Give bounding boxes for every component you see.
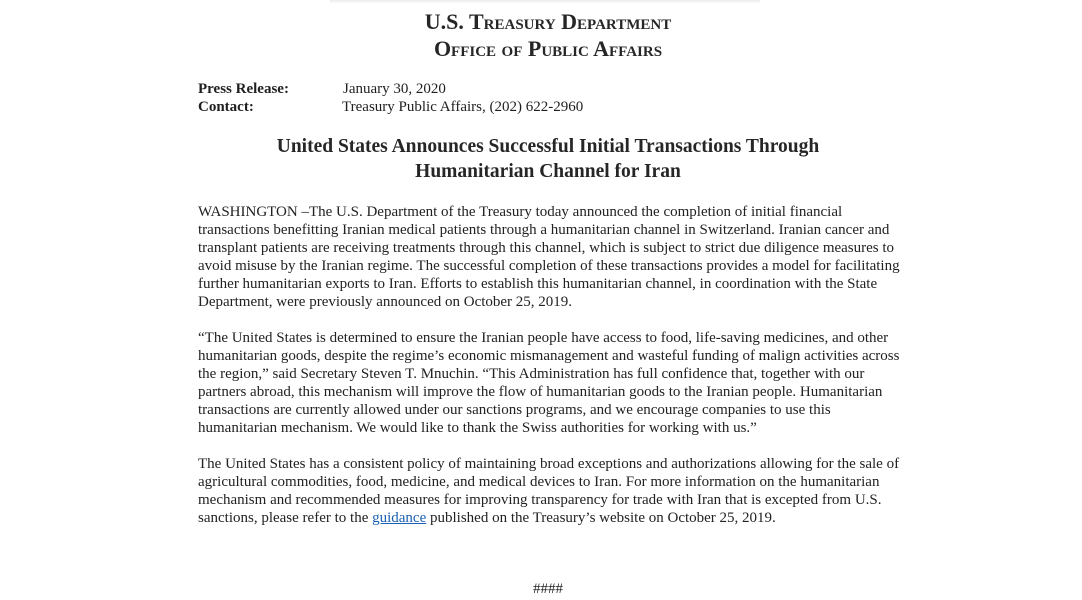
contact-value: Treasury Public Affairs, (202) 622-2960 xyxy=(342,99,584,115)
contact-row xyxy=(198,98,583,116)
press-release-date: January 30, 2020 xyxy=(343,81,446,97)
top-edge-shadow xyxy=(330,0,760,4)
release-meta xyxy=(198,80,583,116)
press-release-title xyxy=(0,134,1082,184)
guidance-link[interactable]: guidance xyxy=(372,510,427,526)
paragraph-3-text-after: published on the Treasury’s website on October 25, 2019. xyxy=(426,510,776,526)
paragraph-3-text-before: The United States has a consistent policy of maintaining broad exceptions and authorizations allowing for the sale of agricultural commodities, food, medicine, and medical devices to Iran. For more information on the humanitarian mechanism and recommended measures for improving transparency for trade with Iran that is excepted from U.S. sanctions, please refer to the xyxy=(198,456,900,526)
contact-label: Contact: xyxy=(198,99,254,115)
body-paragraph-2: “The United States is determined to ensure the Iranian people have access to food, life-saving medicines, and other humanitarian goods, despite the regime’s economic mismanagement and wasteful funding of malign activities across the region,” said Secretary Steven T. Mnuchin. “This Administration has full confidence that, together with our partners abroad, this mechanism will improve the flow of humanitarian goods to the Iranian people. Humanitarian transactions are currently allowed under our sanctions programs, and we encourage companies to use this humanitarian mechanism. We would like to thank the Swiss authorities for working with us.” xyxy=(198,330,900,436)
body-paragraph-3 xyxy=(198,455,904,527)
title-line-1: United States Announces Successful Initial Transactions Through xyxy=(276,136,820,157)
press-release-row xyxy=(198,80,583,98)
body-paragraph-1: WASHINGTON –The U.S. Department of the Treasury today announced the completion of initial financial transactions benefitting Iranian medical patients through a humanitarian channel in Switzerland. Iranian cancer and transplant patients are receiving treatments through this channel, which is subject to strict due diligence measures to avoid misuse by the Iranian regime. The successful completion of these transactions provides a model for facilitating further humanitarian exports to Iran. Efforts to establish this humanitarian channel, in coordination with the State Department, were previously announced on October 25, 2019. xyxy=(198,204,900,310)
press-release-label: Press Release: xyxy=(198,81,289,97)
header-office: Office of Public Affairs xyxy=(433,36,663,61)
end-of-release-mark: #### xyxy=(533,581,563,597)
title-line-2: Humanitarian Channel for Iran xyxy=(415,161,681,182)
document-header xyxy=(0,8,1082,62)
header-department: U.S. Treasury Department xyxy=(424,9,672,34)
press-release-body xyxy=(198,203,904,545)
